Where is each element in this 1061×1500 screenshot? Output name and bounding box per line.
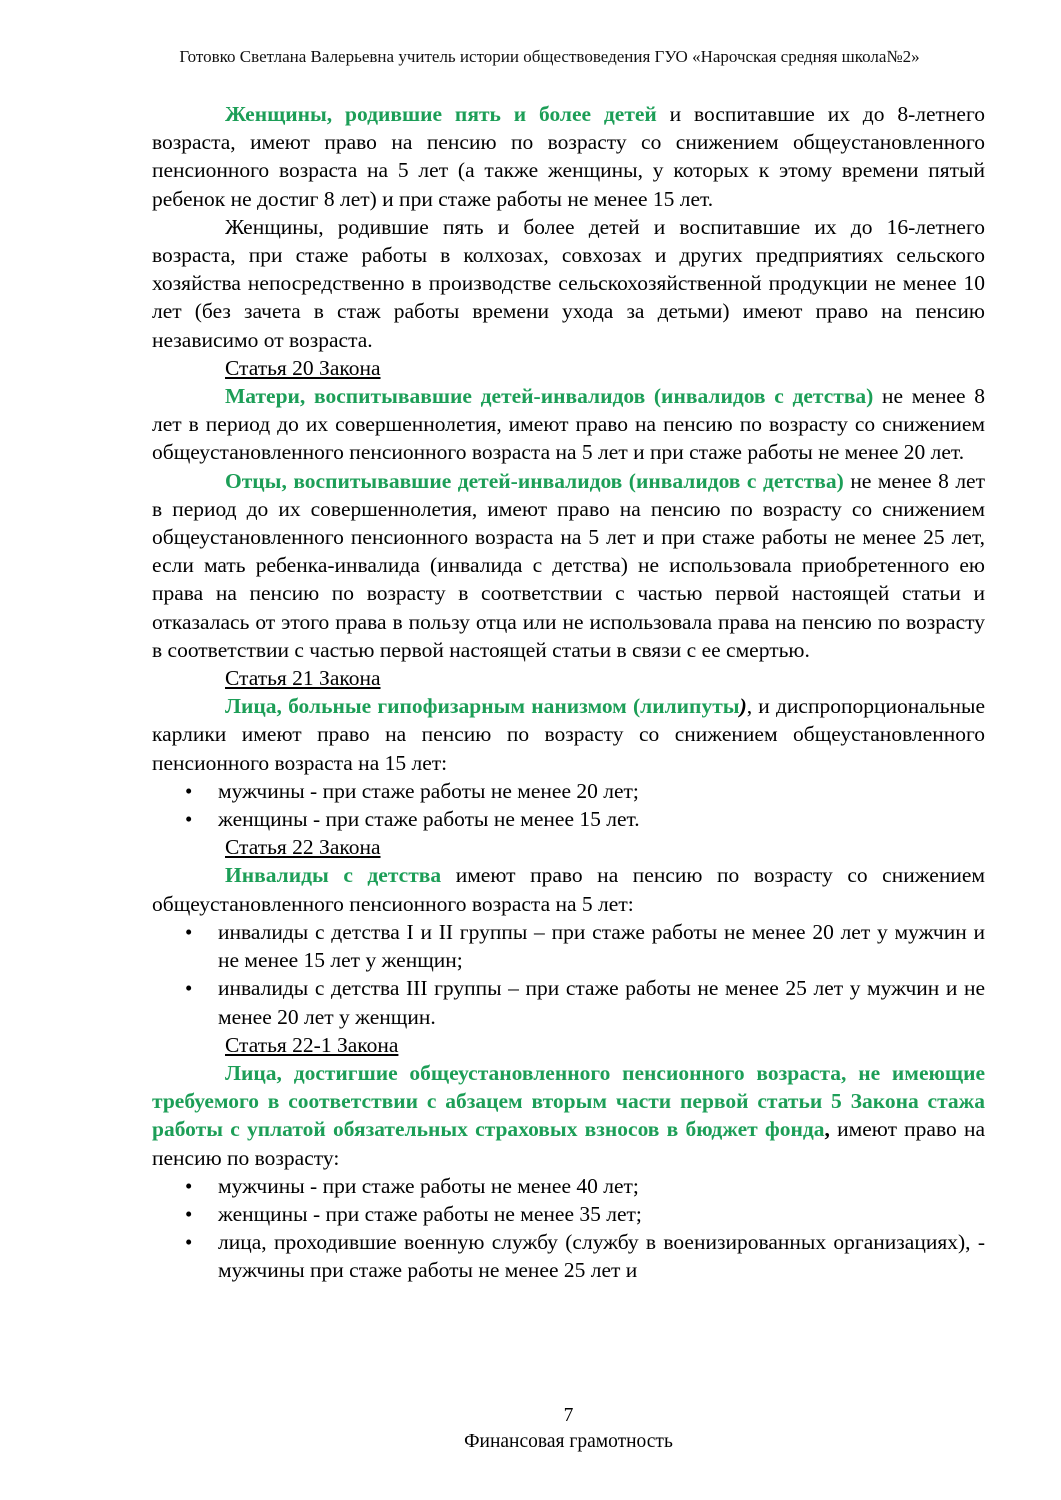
text-run: инвалиды с детства III группы – при стаже работы не менее 25 лет у мужчин и не менее 20 лет у женщин. [218, 976, 985, 1029]
text-run: Статья 21 Закона [225, 666, 381, 691]
paragraph [152, 100, 985, 213]
text-run: Матери, воспитывавшие детей-инвалидов (инвалидов с детства) [225, 384, 874, 409]
text-run: имеют право на пенсию по возрасту со снижением общеустановленного пенсионного возраста на 5 лет: [152, 863, 985, 916]
text-run: Женщины, родившие пять и более детей [225, 102, 657, 126]
article-heading [152, 1031, 985, 1059]
bullet-item [152, 974, 985, 1030]
paragraph [152, 382, 985, 467]
text-run: Отцы, воспитывавшие детей-инвалидов (инвалидов с детства) [225, 468, 844, 493]
text-run: Лица, достигшие общеустановленного пенсионного возраста, не имеющие требуемого в соответствии с абзацем вторым части первой статьи 5 Закона стажа работы с уплатой обязательных страховых взносов в бюджет фонда [152, 1060, 985, 1142]
text-run: женщины - при стаже работы не менее 15 лет. [218, 807, 640, 832]
bullet-icon: • [185, 778, 193, 803]
document-header: Готовко Светлана Валерьевна учитель истории обществоведения ГУО «Нарочская средняя школа№2» [179, 47, 920, 66]
paragraph [152, 467, 985, 664]
text-run: Статья 22 Закона [225, 835, 381, 860]
text-run: Статья 20 Закона [225, 355, 381, 380]
text-run: мужчины - при стаже работы не менее 20 лет; [218, 778, 639, 803]
paragraph [152, 1059, 985, 1172]
text-run: ) [739, 694, 747, 719]
text-run: Лица, больные гипофизарным нанизмом (лилипуты [225, 694, 740, 719]
bullet-icon: • [185, 1173, 193, 1198]
bullet-item [152, 1228, 985, 1284]
text-run: , [824, 1117, 830, 1142]
text-run: лица, проходившие военную службу (службу в военизированных организациях), - мужчины при стаже работы не менее 25 лет и [218, 1230, 985, 1283]
bullet-item [152, 918, 985, 974]
text-run: Статья 22-1 Закона [225, 1032, 399, 1057]
bullet-item [152, 1200, 985, 1228]
bullet-icon: • [185, 1230, 193, 1255]
text-run: имеют право на пенсию по возрасту: [152, 1117, 985, 1170]
bullet-icon: • [185, 919, 193, 944]
text-run: не менее 8 лет в период до их совершеннолетия, имеют право на пенсию по возрасту со снижением общеустановленного пенсионного возраста на 5 лет и при стаже работы не менее 20 лет. [152, 384, 985, 465]
page-number: 7 [563, 1405, 574, 1426]
article-heading [152, 664, 985, 692]
footer-title: Финансовая грамотность [464, 1431, 673, 1452]
text-run: Женщины, родившие пять и более детей и воспитавшие их до 16-летнего возраста, при стаже работы в колхозах, совхозах и других предприятиях сельского хозяйства непосредственно в производстве сельскохозяйственной продукции не менее 10 лет (без зачета в стаж работы времени ухода за детьми) имеют право на пенсию независимо от возраста. [152, 214, 985, 352]
paragraph [152, 692, 985, 777]
text-run: , и диспропорциональные карлики имеют право на пенсию по возрасту со снижением общеустановленного пенсионного возраста на 15 лет: [152, 694, 985, 775]
paragraph [152, 861, 985, 917]
article-heading [152, 833, 985, 861]
text-run: Инвалиды с детства [225, 863, 442, 888]
bullet-icon: • [185, 976, 193, 1001]
text-run: инвалиды с детства I и II группы – при стаже работы не менее 20 лет у мужчин и не менее 15 лет у женщин; [218, 919, 985, 973]
document-body [152, 100, 985, 1285]
text-run: женщины - при стаже работы не менее 35 лет; [218, 1201, 642, 1226]
text-run: и воспитавшие их до 8-летнего возраста, имеют право на пенсию по возрасту со снижением общеустановленного пенсионного возраста на 5 лет (а также женщины, у которых к этому времени пятый ребенок не достиг 8 лет) и при стаже работы не менее 15 лет. [152, 102, 985, 211]
bullet-item [152, 805, 985, 833]
bullet-item [152, 1172, 985, 1200]
bullet-icon: • [185, 807, 193, 832]
article-heading [152, 354, 985, 382]
paragraph [152, 213, 985, 354]
document-footer [152, 1403, 985, 1455]
bullet-icon: • [185, 1201, 193, 1226]
text-run: мужчины - при стаже работы не менее 40 лет; [218, 1173, 639, 1198]
bullet-item [152, 777, 985, 805]
text-run: не менее 8 лет в период до их совершеннолетия, имеют право на пенсию по возрасту со снижением общеустановленного пенсионного возраста на 5 лет и при стаже работы не менее 25 лет, если мать ребенка-инвалида (инвалида с детства) не использовала приобретенного ею права на пенсию по возрасту в соответствии с частью первой настоящей статьи и отказалась от этого права в пользу отца или не использовала права на пенсию по возрасту в соответствии с частью первой настоящей статьи в связи с ее смертью. [152, 468, 985, 662]
